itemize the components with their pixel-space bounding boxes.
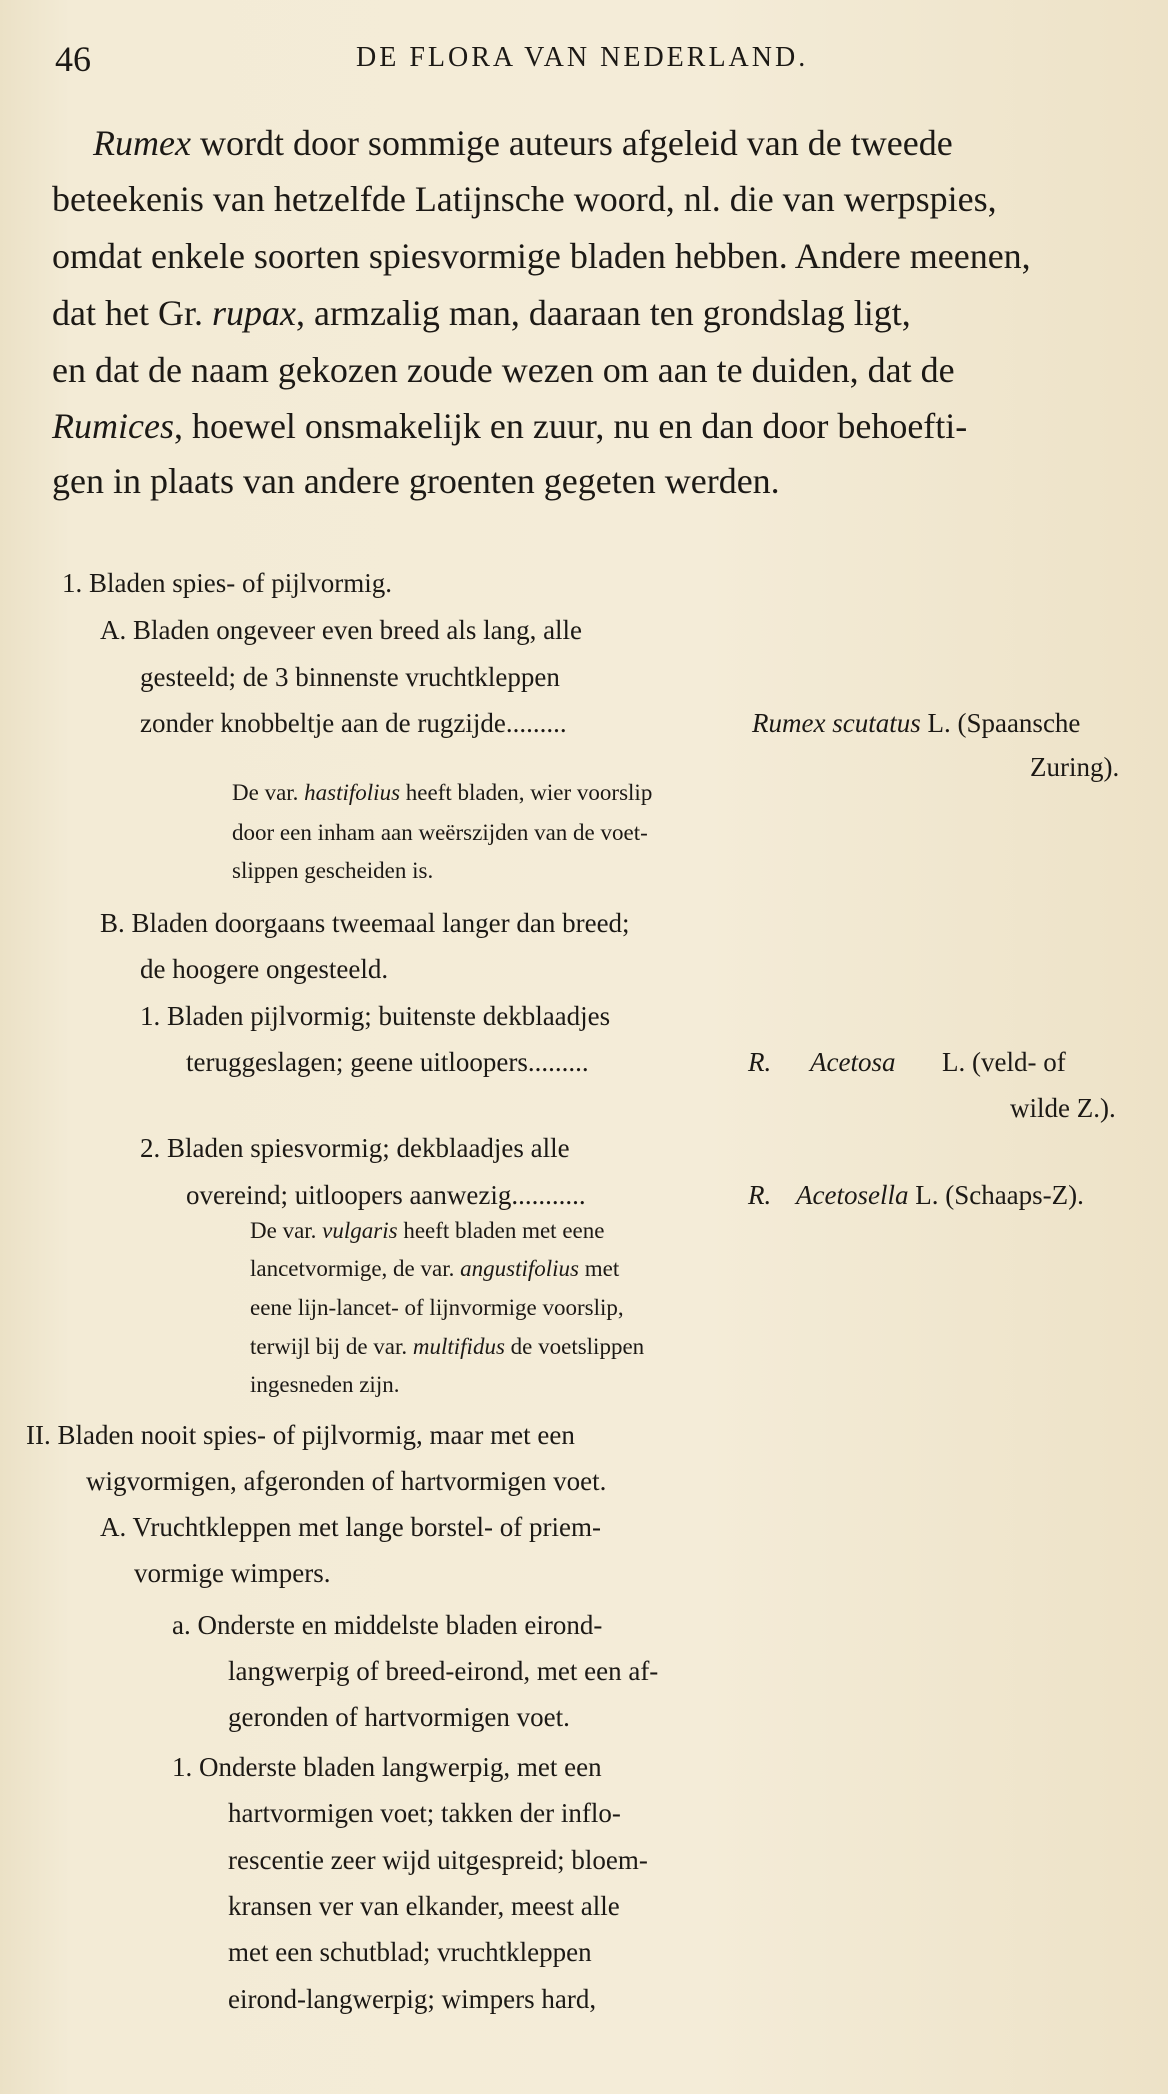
key-IIAa1-5: met een schutblad; vruchtkleppen <box>228 1937 592 1967</box>
intro-line-6: Rumices, hoewel onsmakelijk en zuur, nu en dan door behoefti- <box>52 406 968 446</box>
key-IA-2: gesteeld; de 3 binnenste vruchtkleppen <box>140 662 560 692</box>
key-II-2: wigvormigen, afgeronden of hartvormigen voet. <box>86 1466 607 1496</box>
key-IA-species: Rumex scutatus L. (Spaansche <box>752 708 1081 738</box>
note-vulgaris-1: De var. vulgaris heeft bladen met eene <box>250 1218 605 1243</box>
key-IIAa1-6: eirond-langwerpig; wimpers hard, <box>228 1984 597 2014</box>
key-IIA-1: A. Vruchtkleppen met lange borstel- of priem- <box>100 1512 601 1542</box>
intro-line-1: Rumex wordt door sommige auteurs afgeleid van de tweede <box>93 123 953 163</box>
key-IIAa-2: langwerpig of breed-eirond, met een af- <box>228 1656 659 1686</box>
note-hastifolius-2: door een inham aan weërszijden van de voet- <box>232 820 648 845</box>
note-vulgaris-5: ingesneden zijn. <box>250 1372 400 1397</box>
note-vulgaris-3: eene lijn-lancet- of lijnvormige voorslip, <box>250 1295 624 1320</box>
intro-line-5: en dat de naam gekozen zoude wezen om aan te duiden, dat de <box>52 350 955 390</box>
intro-line-4: dat het Gr. rupax, armzalig man, daaraan ten grondslag ligt, <box>52 293 911 333</box>
note-vulgaris-4: terwijl bij de var. multifidus de voetslippen <box>250 1334 645 1359</box>
key-IB1-species-prefix: R. <box>748 1047 772 1077</box>
key-II-1: II. Bladen nooit spies- of pijlvormig, maar met een <box>26 1420 575 1450</box>
key-IIAa-1: a. Onderste en middelste bladen eirond- <box>172 1610 603 1640</box>
intro-line-7: gen in plaats van andere groenten gegeten werden. <box>52 461 780 501</box>
running-title: DE FLORA VAN NEDERLAND. <box>356 42 809 73</box>
key-IB-1: B. Bladen doorgaans tweemaal langer dan breed; <box>100 908 630 938</box>
key-IIAa1-1: 1. Onderste bladen langwerpig, met een <box>172 1752 602 1782</box>
key-IB2-1: 2. Bladen spiesvormig; dekblaadjes alle <box>140 1133 570 1163</box>
key-IB-2: de hoogere ongesteeld. <box>140 954 389 984</box>
key-IB1-authority-cont: wilde Z.). <box>1010 1093 1116 1123</box>
key-IIA-2: vormige wimpers. <box>134 1558 331 1588</box>
key-IB2-2: overeind; uitloopers aanwezig........... <box>186 1180 586 1210</box>
note-hastifolius-3: slippen gescheiden is. <box>232 858 434 883</box>
key-IA-3: zonder knobbeltje aan de rugzijde......... <box>140 708 567 738</box>
note-hastifolius-1: De var. hastifolius heeft bladen, wier voorslip <box>232 780 653 805</box>
key-IB1-2: teruggeslagen; geene uitloopers......... <box>186 1047 589 1077</box>
intro-line-2: beteekenis van hetzelfde Latijnsche woord, nl. die van werpspies, <box>52 179 997 219</box>
key-IB1-species-name: Acetosa <box>810 1047 896 1077</box>
intro-line-3: omdat enkele soorten spiesvormige bladen hebben. Andere meenen, <box>52 236 1031 276</box>
key-IIAa1-2: hartvormigen voet; takken der inflo- <box>228 1798 621 1828</box>
key-IB1-authority: L. (veld- of <box>942 1047 1066 1077</box>
key-I: 1. Bladen spies- of pijlvormig. <box>62 568 392 598</box>
key-IB1-1: 1. Bladen pijlvormig; buitenste dekblaadjes <box>140 1001 611 1031</box>
key-IIAa1-4: kransen ver van elkander, meest alle <box>228 1891 620 1921</box>
key-IB2-species: R. Acetosella L. (Schaaps-Z). <box>748 1180 1084 1210</box>
note-vulgaris-2: lancetvormige, de var. angustifolius met <box>250 1256 620 1281</box>
key-IIAa-3: geronden of hartvormigen voet. <box>228 1702 570 1732</box>
key-IIAa1-3: rescentie zeer wijd uitgespreid; bloem- <box>228 1845 648 1875</box>
key-IA-species-cont: Zuring). <box>1030 752 1120 782</box>
page-number: 46 <box>55 39 91 79</box>
key-IA-1: A. Bladen ongeveer even breed als lang, alle <box>100 615 583 645</box>
